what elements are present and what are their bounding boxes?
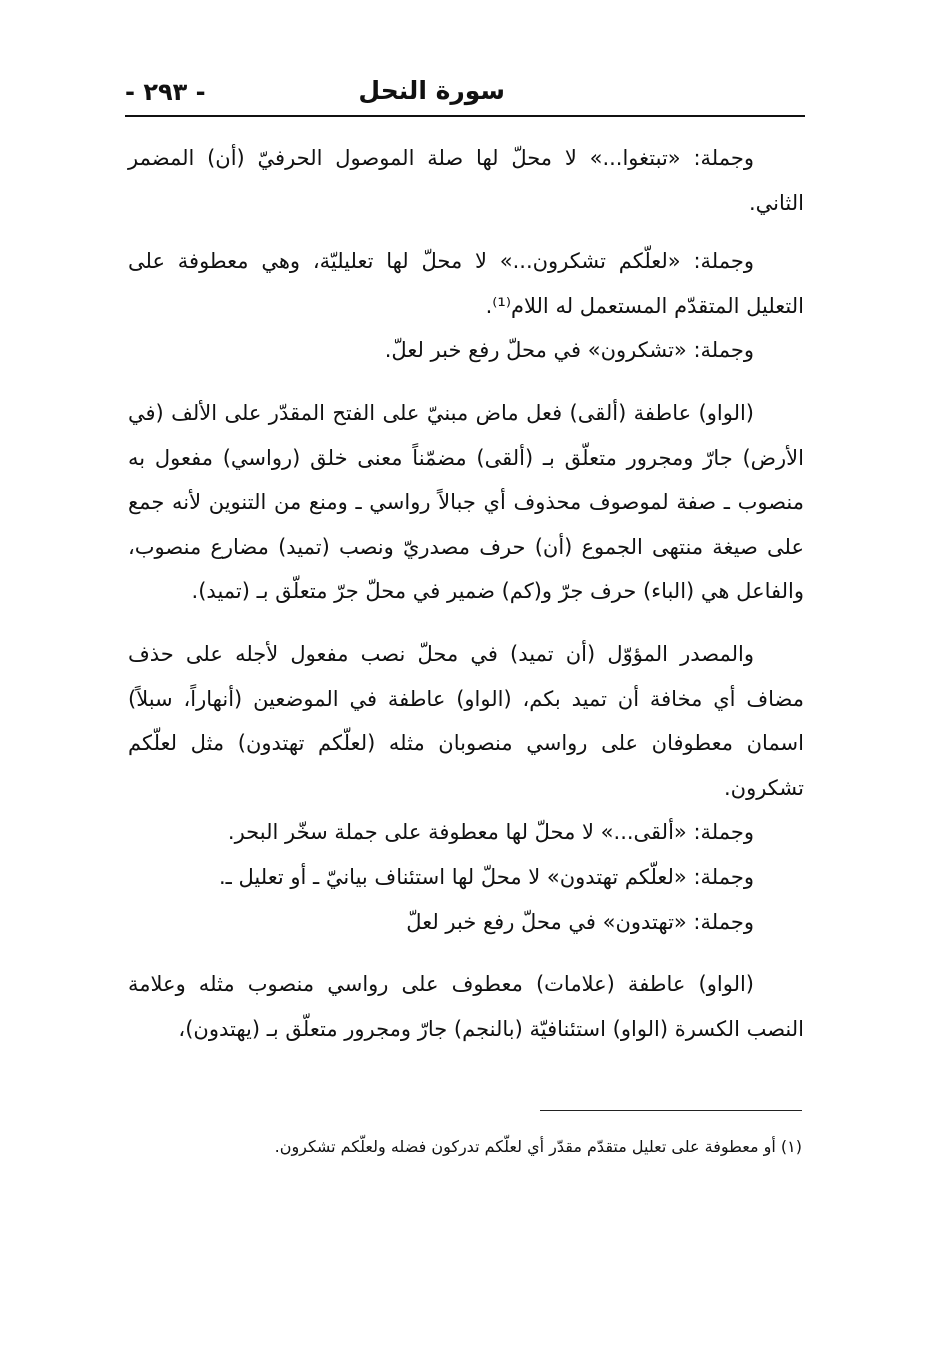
footnote: (١) أو معطوفة على تعليل متقدّم مقدّر أي لعلّكم تدركون فضله ولعلّكم تشكرون. xyxy=(274,1137,802,1156)
header-divider xyxy=(125,115,805,117)
paragraph-gap xyxy=(128,614,804,632)
footnote-divider xyxy=(540,1110,802,1111)
paragraph-2: وجملة: «لعلّكم تشكرون...» لا محلّ لها تعليليّة، وهي معطوفة على التعليل المتقدّم المستعمل له اللام⁽¹⁾. xyxy=(128,249,804,318)
surah-title: سورة النحل xyxy=(358,76,505,105)
paragraph-gap xyxy=(128,944,804,962)
page-number: - ٢٩٣ - xyxy=(125,78,206,106)
paragraph-1: وجملة: «تبتغوا...» لا محلّ لها صلة الموصول الحرفيّ (أن) المضمر الثاني. xyxy=(128,146,804,215)
paragraph-6: وجملة: «ألقى...» لا محلّ لها معطوفة على جملة سخّر البحر. xyxy=(227,820,754,845)
paragraph-gap xyxy=(128,225,804,239)
paragraph-9: (الواو) عاطفة (علامات) معطوف على رواسي منصوب مثله وعلامة النصب الكسرة (الواو) استئنافيّة (بالنجم) جارّ ومجرور متعلّق بـ (يهتدون)، xyxy=(128,972,804,1041)
paragraph-4: (الواو) عاطفة (ألقى) فعل ماض مبنيّ على الفتح المقدّر على الألف (في الأرض) جارّ ومجرور متعلّق بـ (ألقى) مضمّناً معنى خلق (رواسي) مفعول به منصوب ـ صفة لموصوف محذوف أي جبالاً رواسي ـ ومنع من التنوين لأنه جمع على صيغة منتهى الجموع (أن) حرف مصدريّ ونصب (تميد) مضارع منصوب، والفاعل هي (الباء) حرف جرّ و(كم) ضمير في محلّ جرّ متعلّق بـ (تميد). xyxy=(128,400,804,604)
paragraph-7: وجملة: «لعلّكم تهتدون» لا محلّ لها استئناف بيانيّ ـ أو تعليل ـ. xyxy=(219,864,754,889)
paragraph-3: وجملة: «تشكرون» في محلّ رفع خبر لعلّ. xyxy=(384,338,754,363)
paragraph-5: والمصدر المؤوّل (أن تميد) في محلّ نصب مفعول لأجله على حذف مضاف أي مخافة أن تميد بكم، (الواو) عاطفة في الموضعين (أنهاراً، سبلاً) اسمان معطوفان على رواسي منصوبان مثله (لعلّكم تهتدون) مثل لعلّكم تشكرون. xyxy=(128,641,804,800)
paragraph-gap xyxy=(128,373,804,391)
page-body xyxy=(128,136,804,1051)
page-header xyxy=(125,72,805,112)
paragraph-8: وجملة: «تهتدون» في محلّ رفع خبر لعلّ xyxy=(406,909,754,934)
